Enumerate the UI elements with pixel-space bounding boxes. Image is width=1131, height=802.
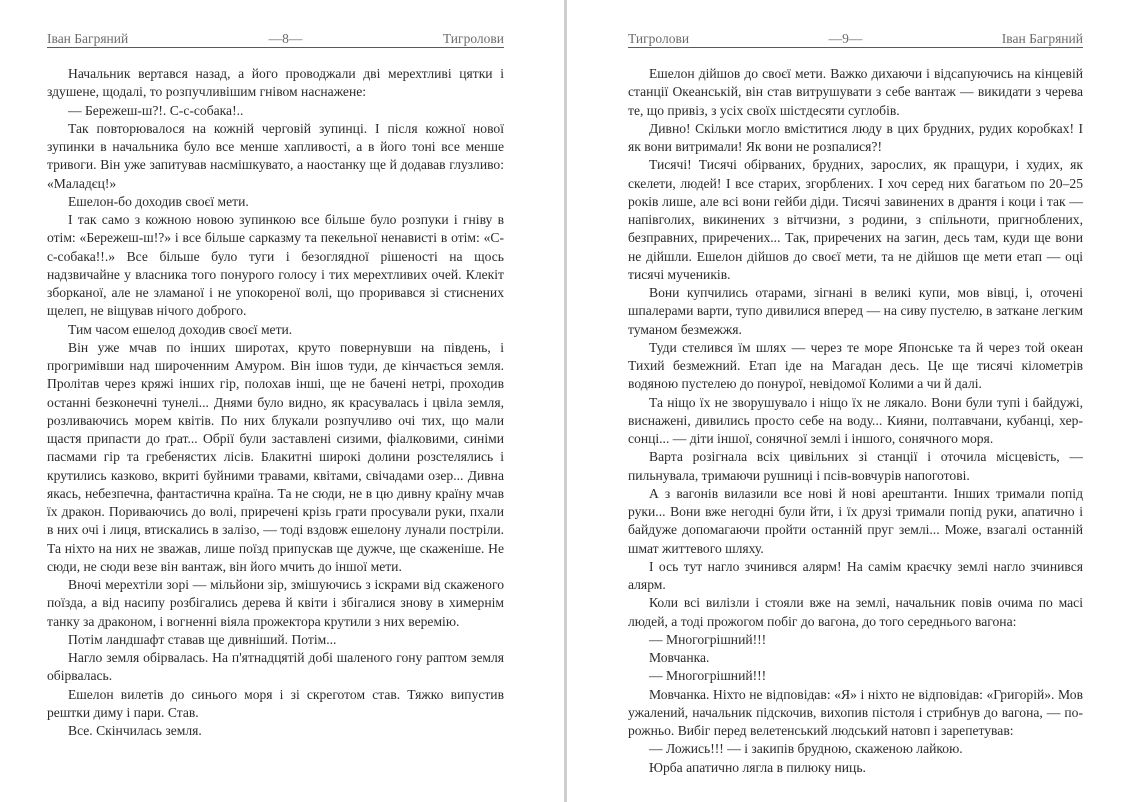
paragraph: Мовчанка. bbox=[649, 650, 710, 665]
paragraph: Коли всі вилізли і стояли вже на землі, начальник повів очима по масі людей, а тоді прожогом побіг до вагона, до того середнього вагона: bbox=[628, 595, 1083, 629]
paragraph: — Ложись!!! — і закипів брудною, скаженою лайкою. bbox=[649, 741, 963, 757]
paragraph: Потім ландшафт ставав ще дивніший. Потім... bbox=[68, 631, 337, 647]
paragraph: Вночі мерехтіли зорі — мільйони зір, змішуючись з іскрами від скаженого поїзда, а від насипу розбігались дерева й квіти і збігалися знову в химернім танку за драконом, і вогненні віяла прожектора крутили з них веремію. bbox=[47, 577, 504, 629]
header-author: Іван Багряний bbox=[1001, 31, 1083, 46]
paragraph: Юрба апатично лягла в пилюку ниць. bbox=[649, 759, 866, 775]
paragraph: Все. Скінчилась земля. bbox=[68, 723, 202, 738]
paragraph: Нагло земля обірвалась. На п'ятнадцятій добі шаленого гону раптом земля обірвалась. bbox=[47, 650, 504, 684]
paragraph: Він уже мчав по інших широтах, круто повернувши на південь, і прогримівши над широченним Амуром. Він ішов туди, де кінчається земля. Пролітав через кряжі інших гір, полохав інші, ще не бачені нетрі, проходив останні безконечні тунелі... Днями було видно, як красувалась і цвіла земля, розливаючись морем квітів. По них блукали розпучливо очі тих, що мали щастя припасти до ґрат... Обрії були заставлені сизими, фіалковими, синіми пасмами гір та гребенястих лісів. Блакитні широкі долини розстелялись і крутились казково, вкриті буйними травами, квітами, свічадами озер... Дивна якась, небезпечна, фантастична країна. Та не сюди, не в цю дивну країну мчав їх дракон. Пориваючись до волі, приречені крізь грати просували руки, пхали в них очі і лиця, втискались в залізо, — тоді вздовж ешелону лунали постріли. Та ніхто на них не зважав, лише поїзд припускав ще дужче, ще скаженіше. Не сюди, не сюди везе він вантаж, він його мчить до іншої мети. bbox=[47, 339, 504, 574]
paragraph: Туди стелився їм шлях — через те море Японське та й через той океан Тихий безмежний. Етап іде на Магадан десь. Це ще тисячі кілометрів водяною пустелею до понурої, невідомої Колими а чи й далі. bbox=[628, 339, 1083, 392]
paragraph: Тисячі! Тисячі обірваних, брудних, зарослих, як пращури, і худих, як скелети, людей! І все старих, згорблених. І хоч серед них багатьом по 20–25 років лише, але всі вони гейби діди. Тисячі завинених в дрантя і коци і так — напівголих, викинених з вітчизни, з родини, з спільноти, пригноблених, безправних, приречених... Так, приречених на загин, десь там, куди ще вони не дійшли. Ешелон дійшов до своєї мети, та не дійшов ще мети етап — оці тисячі мучеників. bbox=[628, 157, 1083, 282]
right-page bbox=[567, 0, 1131, 802]
paragraph: — Многогрішний!!! bbox=[649, 668, 767, 684]
header-title: Тигролови bbox=[442, 31, 504, 46]
paragraph: Ешелон вилетів до синього моря і зі скреготом став. Тяжко випустив рештки диму і пари. Став. bbox=[47, 686, 504, 720]
paragraph: Та ніщо їх не зворушувало і ніщо їх не лякало. Вони були тупі і байдужі, виснажені, дивились просто себе на воду... Кияни, полтавчани, кубанці, херсонці... — діти іншої, сонячної землі і іншого, сонячного моря. bbox=[628, 394, 1083, 446]
paragraph: Так повторювалося на кожній черговій зупинці. І після кожної нової зупинки в начальника було все менше хапливості, а в його тоні все менше тривоги. Він уже запитував насмішкувато, а наостанку ще й додавав глузливо: «Маладєц!» bbox=[47, 120, 504, 191]
paragraph: Вони купчились отарами, зігнані в великі купи, мов вівці, і, оточені шпалерами варти, тупо дивилися вперед — на сиву пустелю, в заткане легким туманом безмежжя. bbox=[628, 285, 1083, 337]
paragraph: — Бережеш-ш?!. С-с-собака!.. bbox=[68, 102, 244, 118]
left-page bbox=[0, 0, 564, 802]
running-header bbox=[47, 30, 504, 48]
paragraph: Дивно! Скільки могло вміститися люду в цих брудних, рудих коробках! І як вони витримали! Як вони не розпалися?! bbox=[628, 120, 1083, 154]
paragraph: Ешелон-бо доходив своєї мети. bbox=[68, 193, 249, 209]
paragraph: Ешелон дійшов до своєї мети. Важко дихаючи і відсапуючись на кінцевій станції Океанській, він став витрушувати з себе вантаж — викидати з черева те, що привіз, з усіх своїх шістдесяти суглобів. bbox=[628, 66, 1083, 118]
header-author: Іван Багряний bbox=[47, 31, 129, 46]
page-number: —9— bbox=[828, 31, 863, 46]
page-body bbox=[628, 65, 1083, 777]
header-title: Тигролови bbox=[628, 31, 690, 46]
paragraph: Варта розігнала всіх цивільних зі станції і оточила місцевість, — пильнувала, тримаючи рушниці і псів-вовчурів напоготові. bbox=[628, 449, 1083, 483]
paragraph: І так само з кожною новою зупинкою все більше було розпуки і гніву в отім: «Бережеш-ш!?» і все більше сарказму та пекельної ненависті в отім: «С-с-собака!!.» Все більше було туги і безоглядної рішеності на щось надзвичайне у власника того понурого голосу і тих мерехтливих очей. Клекіт зборканої, але не зламаної і не упокореної волі, що проривався зі стиснених щелеп, не віщував нічого доброго. bbox=[47, 212, 504, 319]
page-number: —8— bbox=[268, 31, 303, 46]
paragraph: — Многогрішний!!! bbox=[649, 631, 767, 647]
paragraph: Начальник вертався назад, а його проводжали дві мерехтливі цятки і здушене, щодалі, то розпучливішим гнівом наснажене: bbox=[47, 66, 504, 100]
paragraph: Мовчанка. Ніхто не відповідав: «Я» і ніхто не відповідав: «Григорій». Мов ужалений, начальник підскочив, вихопив пістоля і стрибнув до вагона, — порожньо. Вибіг перед велетенський людський натовп і зарепетував: bbox=[628, 686, 1083, 738]
running-header bbox=[628, 30, 1083, 48]
page-body bbox=[47, 65, 504, 740]
paragraph: А з вагонів вилазили все нові й нові арештанти. Інших тримали попід руки... Вони вже негодні були йти, і їх друзі тримали попід руки, апатично і байдуже допомагаючи пройти останній пруг землі... Може, взагалі останній шмат життевого шляху. bbox=[628, 485, 1083, 556]
paragraph: Тим часом ешелод доходив своєї мети. bbox=[68, 321, 293, 337]
paragraph: І ось тут нагло зчинився алярм! На самім краєчку землі нагло зчинився алярм. bbox=[628, 558, 1083, 592]
